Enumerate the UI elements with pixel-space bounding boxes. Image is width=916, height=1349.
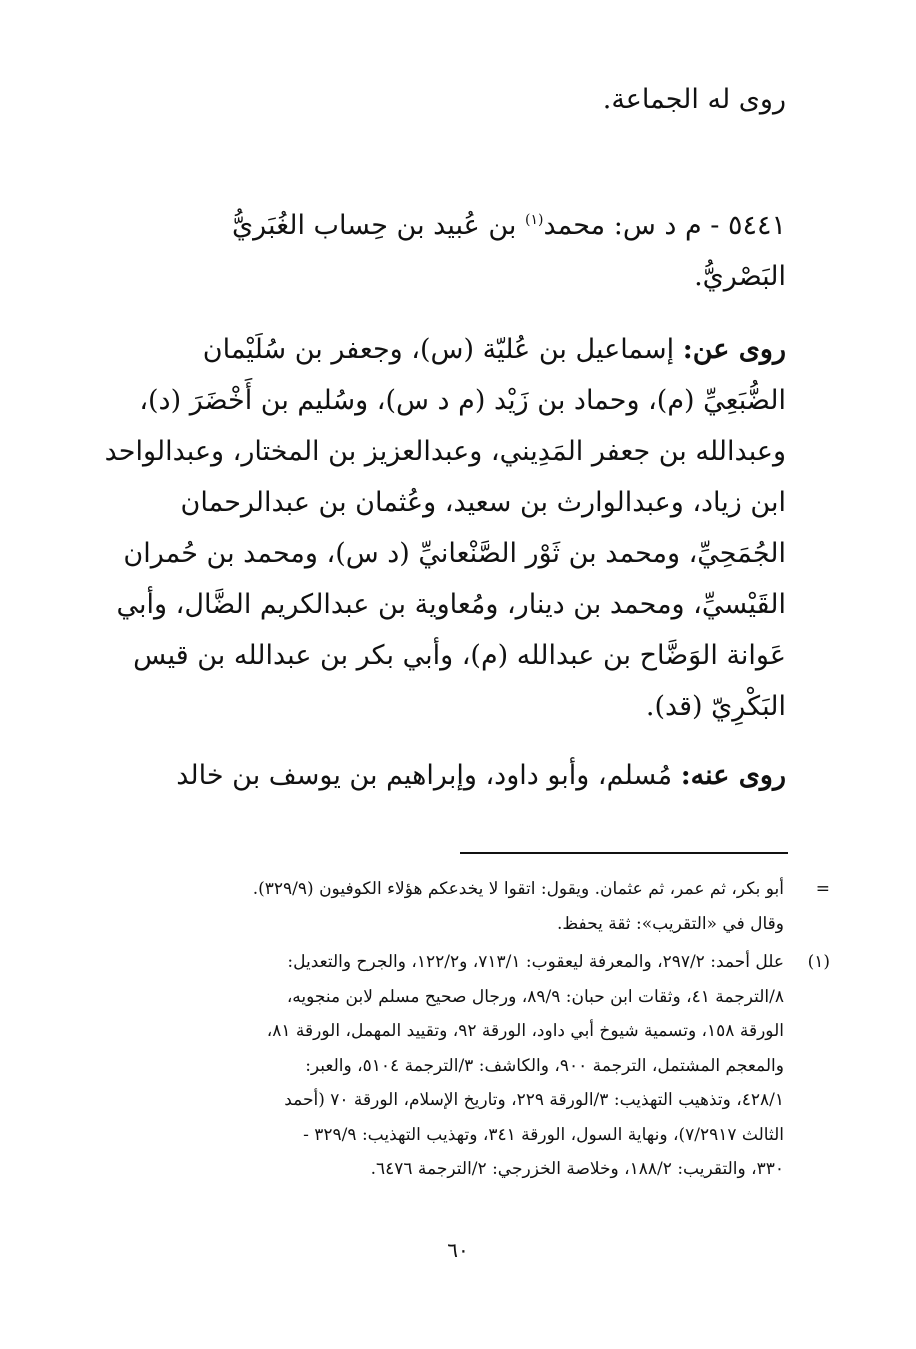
intro-text: روى له الجماعة. [602, 84, 786, 115]
footnote-line: ٨/الترجمة ٤١، وثقات ابن حبان: ٨٩/٩، ورجال صحيح مسلم لابن منجويه، [286, 986, 784, 1007]
footnote-marker: (١) [807, 952, 830, 972]
footnote-line: الثالث ٧/٢٩١٧)، ونهاية السول، الورقة ٣٤١، وتهذيب التهذيب: ٣٢٩/٩ - [303, 1124, 784, 1145]
narrated-from-line-1 [84, 324, 786, 375]
footnote-line: وقال في «التقريب»: ثقة يحفظ. [556, 913, 784, 934]
footnote-line: علل أحمد: ٢٩٧/٢، والمعرفة ليعقوب: ٧١٣/١، و١٢٢/٢، والجرح والتعديل: [287, 952, 784, 972]
footnote-line: ٤٢٨/١، وتذهيب التهذيب: ٣/الورقة ٢٢٩، وتاريخ الإسلام، الورقة ٧٠ (أحمد [284, 1090, 784, 1110]
narrated-from-line: الجُمَحِيِّ، ومحمد بن ثَوْر الصَّنْعانيِّ (د س)، ومحمد بن حُمران [123, 538, 786, 569]
entry-number-and-name: ٥٤٤١ - م د س: محمد [543, 210, 786, 241]
narrated-from-line: ابن زياد، وعبدالوارث بن سعيد، وعُثمان بن عبدالرحمان [180, 487, 786, 518]
narrated-from-section [84, 324, 786, 732]
narrated-by-text: مُسلم، وأبو داود، وإبراهيم بن يوسف بن خالد [176, 760, 681, 791]
page-number: ٦٠ [447, 1238, 469, 1262]
footnote-marker: = [815, 879, 830, 899]
entry-line-1 [84, 195, 786, 251]
footnotes [100, 872, 830, 1191]
footnote-line: ٣٣٠، والتقريب: ١٨٨/٢، وخلاصة الخزرجي: ٢/الترجمة ٦٤٧٦. [370, 1159, 784, 1179]
narrated-from-line: القَيْسيِّ، ومحمد بن دينار، ومُعاوية بن عبدالكريم الضَّال، وأبي [116, 589, 786, 620]
entry-lineage: بن عُبيد بن حِساب الغُبَريُّ [232, 210, 525, 241]
narrated-from-text: إسماعيل بن عُليّة (س)، وجعفر بن سُلَيْمان [202, 334, 683, 365]
footnote-divider [460, 852, 788, 854]
narrated-from-label: روى عن: [682, 334, 786, 365]
narrated-from-line: وعبدالله بن جعفر المَدِيني، وعبدالعزيز بن المختار، وعبدالواحد [104, 436, 786, 467]
footnote-1 [100, 945, 830, 1187]
intro-line [84, 74, 786, 125]
footnote-line: والمعجم المشتمل، الترجمة ٩٠٠، والكاشف: ٣/الترجمة ٥١٠٤، والعبر: [305, 1055, 784, 1076]
narrated-by-section [84, 750, 786, 801]
narrated-by-label: روى عنه: [680, 760, 786, 791]
footnote-line: الورقة ١٥٨، وتسمية شيوخ أبي داود، الورقة ٩٢، وتقييد المهمل، الورقة ٨١، [266, 1021, 784, 1041]
footnote-line: أبو بكر، ثم عمر، ثم عثمان. ويقول: اتقوا لا يخدعكم هؤلاء الكوفيون (٣٢٩/٩). [252, 879, 784, 899]
narrated-from-line: البَكْرِيّ (قد). [645, 691, 786, 722]
footnote-continuation [100, 872, 830, 941]
entry-line-2: البَصْريُّ. [694, 261, 786, 292]
narrated-by-line [84, 750, 786, 801]
footnote-reference[interactable]: (١) [525, 212, 544, 228]
narrated-from-line: الضُّبَعِيِّ (م)، وحماد بن زَيْد (م د س)، وسُليم بن أَخْضَرَ (د)، [139, 385, 786, 416]
narrated-from-line: عَوانة الوَضَّاح بن عبدالله (م)، وأبي بكر بن عبدالله بن قيس [133, 640, 786, 671]
entry-heading [84, 195, 786, 302]
